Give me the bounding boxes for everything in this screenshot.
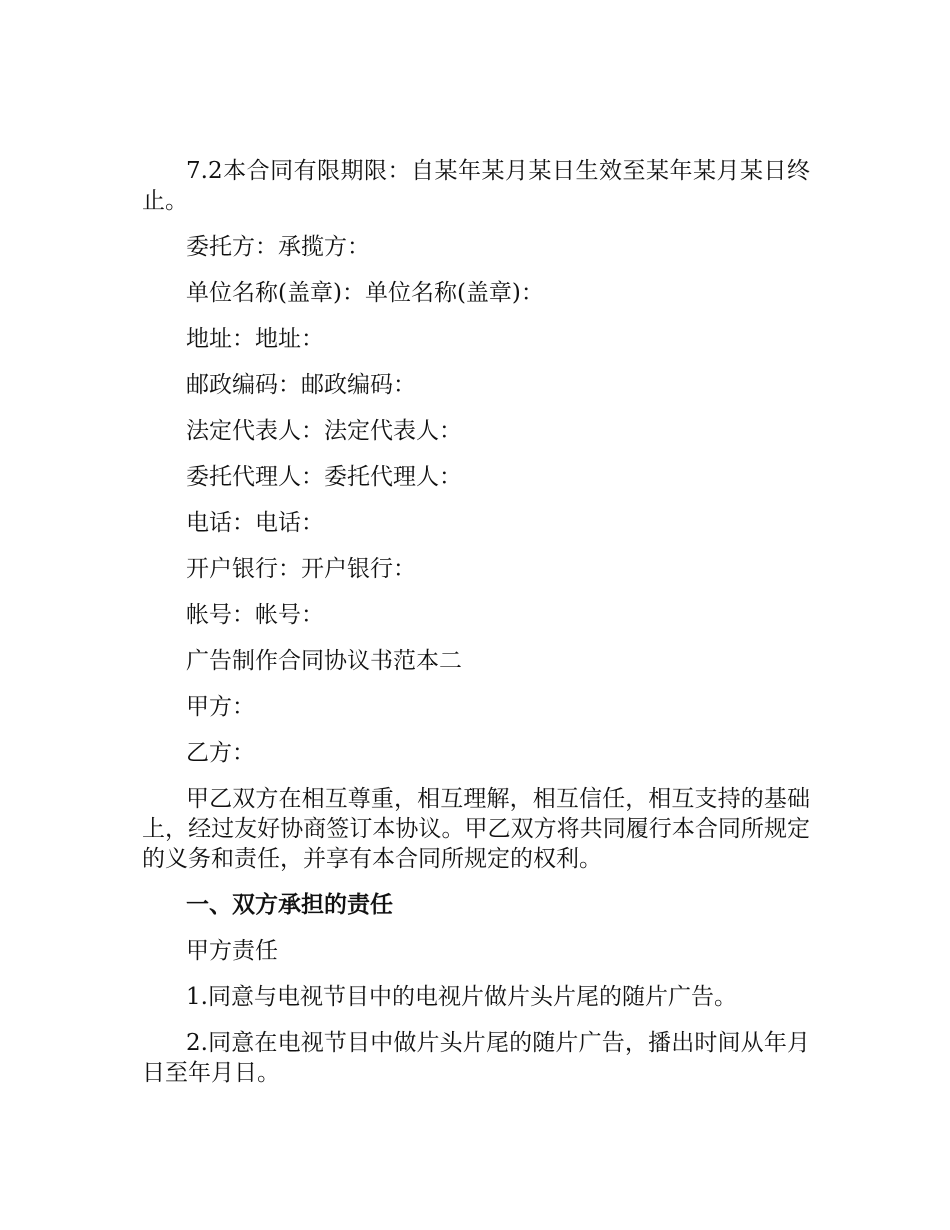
document-page xyxy=(142,156,810,1104)
address-line: 地址：地址： xyxy=(186,326,324,352)
party-a-responsibilities-label: 甲方责任 xyxy=(186,938,278,964)
preamble-paragraph: 甲乙双方在相互尊重，相互理解，相互信任，相互支持的基础上，经过友好协商签订本协议。甲乙双方将共同履行本合同所规定的义务和责任，并享有本合同所规定的权利。 xyxy=(142,786,810,872)
authorized-agent-line: 委托代理人：委托代理人： xyxy=(186,464,462,490)
section-heading-responsibilities: 一、双方承担的责任 xyxy=(186,891,393,918)
clause-1: 1.同意与电视节目中的电视片做片头片尾的随片广告。 xyxy=(186,984,737,1010)
party-b-line: 乙方： xyxy=(186,740,255,766)
party-a-line: 甲方： xyxy=(186,694,255,720)
template-title: 广告制作合同协议书范本二 xyxy=(186,648,462,674)
party-names-line: 委托方：承揽方： xyxy=(186,234,370,260)
phone-line: 电话：电话： xyxy=(186,510,324,536)
account-line: 帐号：帐号： xyxy=(186,602,324,628)
contract-term-paragraph: 7.2本合同有限期限：自某年某月某日生效至某年某月某日终止。 xyxy=(142,158,810,214)
company-name-line: 单位名称(盖章)：单位名称(盖章)： xyxy=(186,280,544,306)
clause-2: 2.同意在电视节目中做片头片尾的随片广告，播出时间从年月日至年月日。 xyxy=(142,1030,810,1086)
bank-line: 开户银行：开户银行： xyxy=(186,556,416,582)
postal-code-line: 邮政编码：邮政编码： xyxy=(186,372,416,398)
legal-representative-line: 法定代表人：法定代表人： xyxy=(186,418,462,444)
